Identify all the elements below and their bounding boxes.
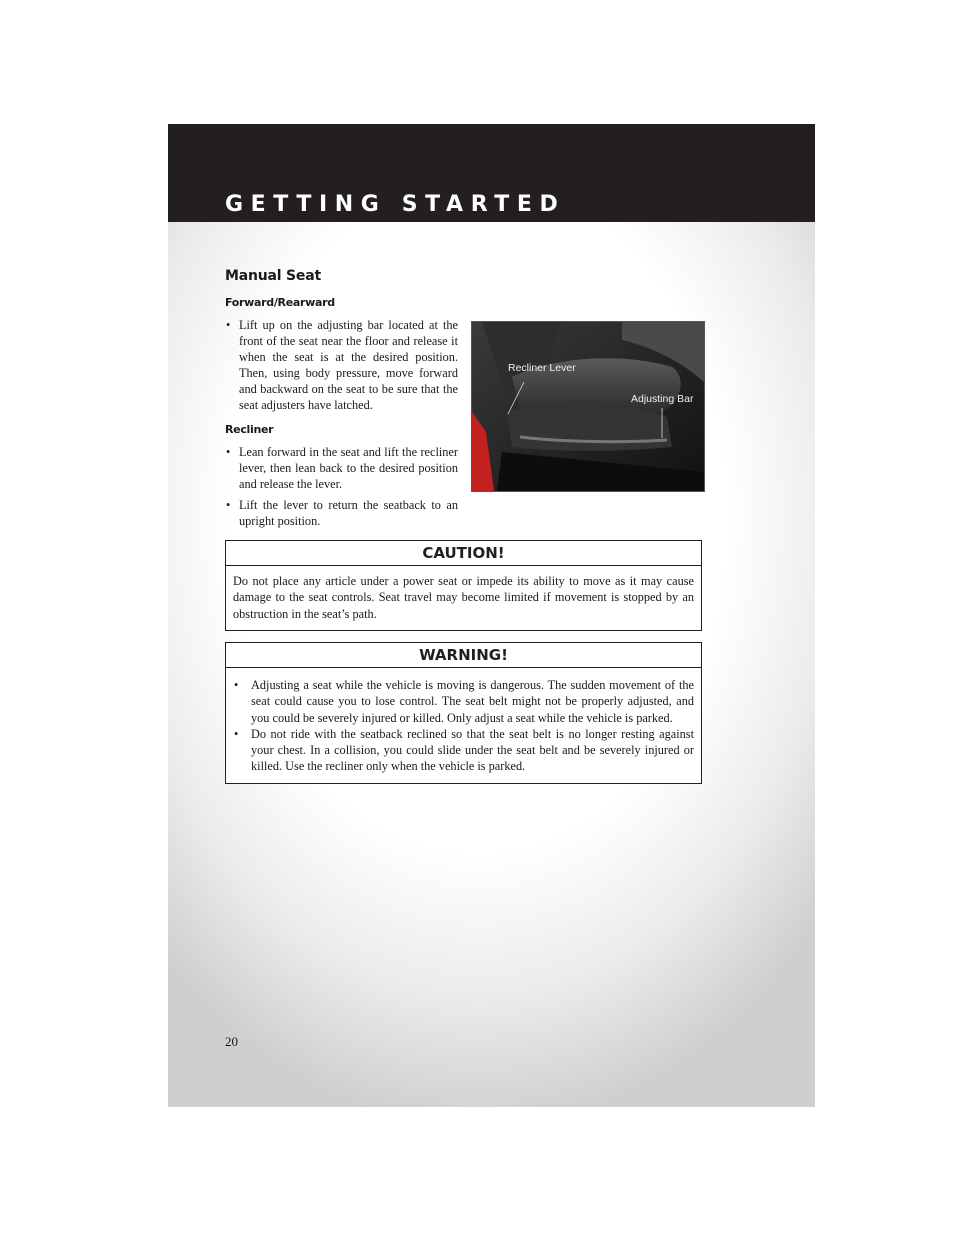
caution-box bbox=[225, 540, 702, 631]
seat-base-shape bbox=[507, 405, 672, 451]
recliner-bullet-1: • Lean forward in the seat and lift the recliner lever, then lean back to the desired position and release the lever. bbox=[225, 444, 458, 492]
section-header-bar bbox=[168, 124, 815, 222]
manual-seat-heading: Manual Seat bbox=[225, 268, 321, 284]
seat-illustration bbox=[472, 322, 704, 491]
caution-text: Do not place any article under a power seat or impede its ability to move as it may cause damage to the seat controls. Seat travel may become limited if movement is stopped by an obstruction in the seat’s path. bbox=[233, 574, 694, 621]
manual-page bbox=[168, 124, 815, 1107]
warning-title: WARNING! bbox=[226, 643, 701, 668]
forward-rearward-list bbox=[225, 317, 458, 418]
seat-photo bbox=[471, 321, 705, 492]
forward-bullet-1: • Lift up on the adjusting bar located at the front of the seat near the floor and release it when the seat is at the desired position. Then, using body pressure, move forward and backward on the seat to be sure that the seat adjusters have latched. bbox=[225, 317, 458, 413]
caution-title: CAUTION! bbox=[226, 541, 701, 566]
warning-list bbox=[233, 677, 694, 775]
warning-bullet-2: • Do not ride with the seatback reclined so that the seat belt is no longer resting against your chest. In a collision, you could slide under the seat belt and be severely injured or killed. Use the recliner only when the vehicle is parked. bbox=[233, 726, 694, 775]
section-header-title: GETTING STARTED bbox=[225, 192, 566, 217]
warning-body bbox=[226, 668, 701, 783]
forward-rearward-heading: Forward/Rearward bbox=[225, 296, 335, 309]
recliner-lever-callout: Recliner Lever bbox=[508, 362, 576, 374]
page-number: 20 bbox=[225, 1034, 238, 1049]
recliner-list bbox=[225, 444, 458, 534]
adjusting-bar-callout: Adjusting Bar bbox=[631, 393, 694, 405]
warning-box bbox=[225, 642, 702, 784]
recliner-heading: Recliner bbox=[225, 423, 274, 436]
recliner-bullet-2: • Lift the lever to return the seatback to an upright position. bbox=[225, 497, 458, 529]
warning-bullet-1: • Adjusting a seat while the vehicle is moving is dangerous. The sudden movement of the seat could cause you to lose control. The seat belt might not be properly adjusted, and you could be severely injured or killed. Only adjust a seat while the vehicle is parked. bbox=[233, 677, 694, 726]
